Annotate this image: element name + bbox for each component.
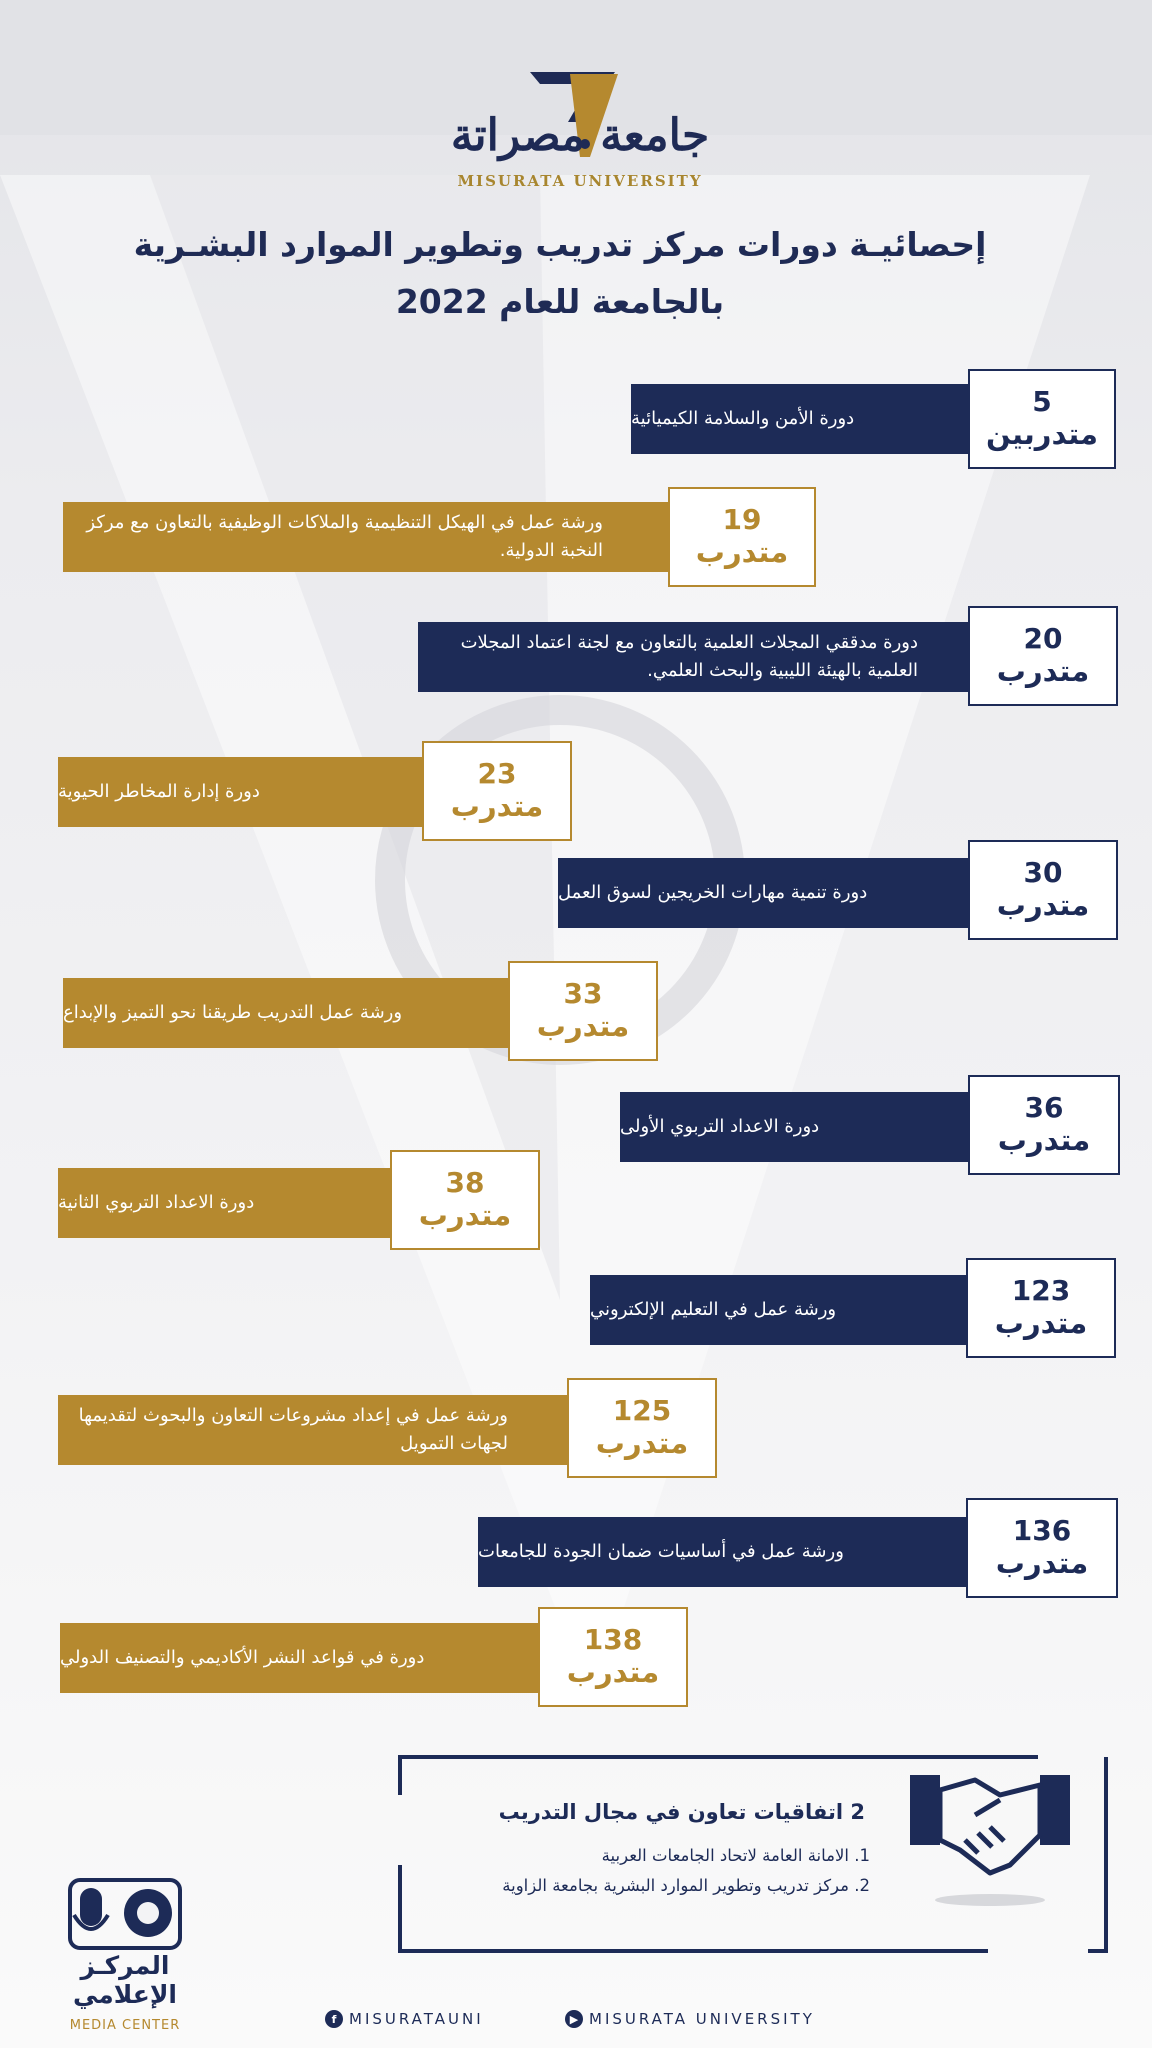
course-count: 138 [583, 1622, 643, 1656]
course-title-bar [558, 858, 973, 928]
course-count-box [567, 1378, 717, 1478]
course-title: دورة في قواعد النشر الأكاديمي والتصنيف الدولي [60, 1647, 425, 1669]
course-title: دورة تنمية مهارات الخريجين لسوق العمل [558, 882, 868, 904]
page-subtitle: بالجامعة للعام 2022 [395, 282, 725, 321]
course-title-bar [58, 1395, 573, 1465]
youtube-icon: ▶ [565, 2010, 583, 2028]
course-unit: متدرب [994, 1305, 1088, 1340]
course-count: 5 [1032, 384, 1052, 418]
course-count: 20 [1023, 621, 1063, 655]
course-unit: متدرب [996, 887, 1090, 922]
course-unit: متدرب [995, 1545, 1089, 1580]
course-count-box [668, 487, 816, 587]
course-count: 23 [477, 756, 517, 790]
youtube-link[interactable] [565, 2010, 815, 2028]
course-count: 19 [722, 502, 762, 536]
course-count-box [508, 961, 658, 1061]
course-title-bar [60, 1623, 547, 1693]
course-title-bar [631, 384, 971, 454]
course-unit: متدرب [536, 1008, 630, 1043]
course-title: ورشة عمل في إعداد مشروعات التعاون والبحوث لتقديمها لجهات التمويل [78, 1405, 508, 1454]
course-count-box [966, 1258, 1116, 1358]
course-title-bar [58, 757, 428, 827]
logo-english-text: MISURATA UNIVERSITY [457, 172, 703, 190]
course-count: 136 [1012, 1513, 1072, 1547]
page-title: إحصائيـة دورات مركز تدريب وتطوير الموارد البشـرية [133, 225, 987, 264]
course-title: دورة إدارة المخاطر الحيوية [58, 781, 260, 803]
facebook-link[interactable] [325, 2010, 484, 2028]
course-title: ورشة عمل في الهيكل التنظيمية والملاكات الوظيفية بالتعاون مع مركز النخبة الدولية. [86, 512, 603, 561]
course-count-box [968, 1075, 1120, 1175]
facebook-handle: MISURATAUNI [349, 2010, 484, 2028]
course-title: دورة الاعداد التربوي الأولى [620, 1116, 820, 1138]
course-unit: متدرب [418, 1197, 512, 1232]
course-count-box [968, 369, 1116, 469]
course-title-bar [418, 622, 973, 692]
course-title-bar [63, 978, 513, 1048]
course-title: ورشة عمل التدريب طريقنا نحو التميز والإبداع [63, 1002, 403, 1024]
course-title: دورة الاعداد التربوي الثانية [58, 1192, 255, 1214]
media-center-name-ar: المركـز الإعلامي [72, 1951, 178, 2009]
course-title: ورشة عمل في التعليم الإلكتروني [590, 1299, 837, 1321]
course-title: ورشة عمل في أساسيات ضمان الجودة للجامعات [478, 1541, 844, 1563]
agreements-title: 2 اتفاقيات تعاون في مجال التدريب [498, 1800, 865, 1824]
handshake-icon [900, 1755, 1080, 1915]
youtube-handle: MISURATA UNIVERSITY [589, 2010, 815, 2028]
university-logo [440, 62, 720, 197]
agreement-item: 2. مركز تدريب وتطوير الموارد البشرية بجامعة الزاوية [502, 1876, 870, 1895]
course-title-bar [58, 1168, 398, 1238]
course-unit: متدرب [595, 1425, 689, 1460]
course-count: 30 [1023, 855, 1063, 889]
course-count-box [422, 741, 572, 841]
course-title-bar [590, 1275, 973, 1345]
course-title-bar [478, 1517, 973, 1587]
media-center-name-en: MEDIA CENTER [69, 2018, 181, 2033]
course-unit: متدرب [566, 1654, 660, 1689]
course-title-bar [63, 502, 673, 572]
course-title-bar [620, 1092, 973, 1162]
course-unit: متدرب [450, 788, 544, 823]
course-title: دورة الأمن والسلامة الكيميائية [631, 408, 855, 430]
course-unit: متدربين [985, 416, 1099, 451]
logo-arabic-text: جامعة مصراتة [450, 110, 710, 161]
course-count-box [968, 840, 1118, 940]
course-unit: متدرب [996, 653, 1090, 688]
course-count-box [966, 1498, 1118, 1598]
course-count: 36 [1024, 1090, 1064, 1124]
facebook-icon: f [325, 2010, 343, 2028]
course-unit: متدرب [695, 534, 789, 569]
course-count-box [390, 1150, 540, 1250]
course-count-box [538, 1607, 688, 1707]
course-count-box [968, 606, 1118, 706]
agreement-item: 1. الامانة العامة لاتحاد الجامعات العربية [601, 1846, 870, 1865]
course-unit: متدرب [997, 1122, 1091, 1157]
course-count: 38 [445, 1165, 485, 1199]
course-title: دورة مدققي المجلات العلمية بالتعاون مع لجنة اعتماد المجلات العلمية بالهيئة الليبية والبحث العلمي. [460, 632, 918, 681]
course-count: 123 [1011, 1273, 1071, 1307]
course-count: 125 [612, 1393, 672, 1427]
course-count: 33 [563, 976, 603, 1010]
